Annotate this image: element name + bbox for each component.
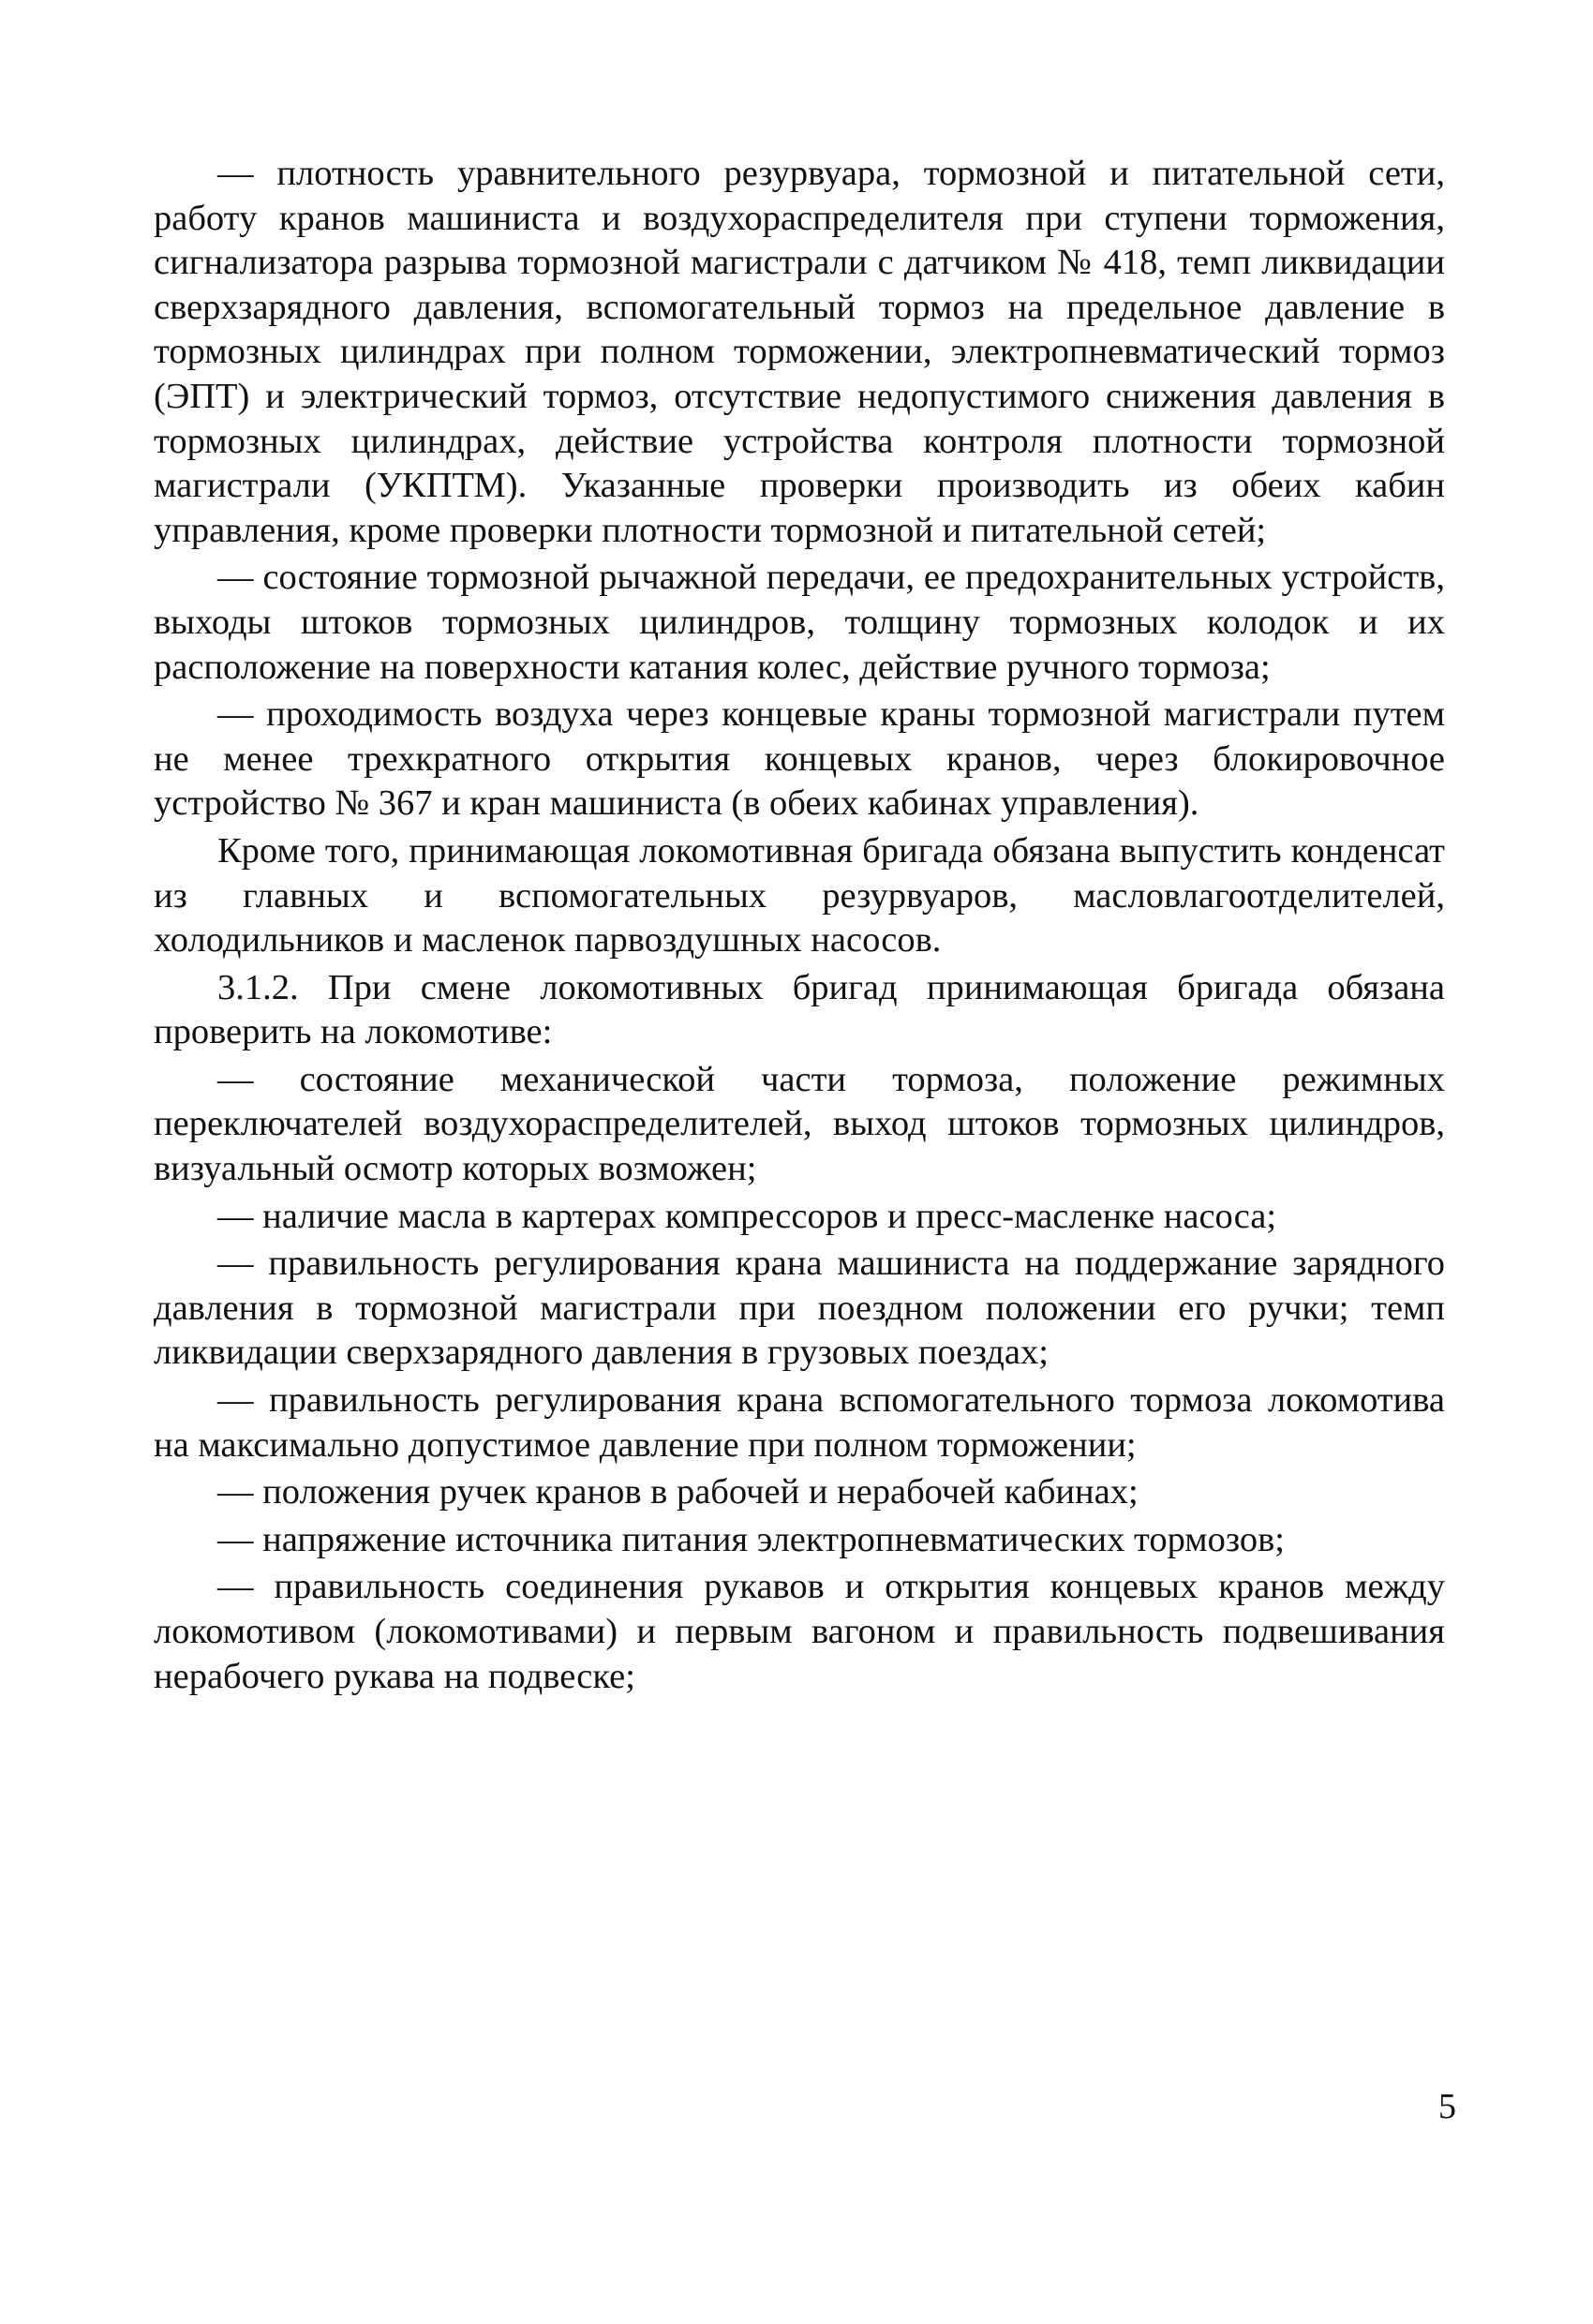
- paragraph-lever-transmission: — состояние тормозной рычажной передачи, ее предохранительных устройств, выходы штоков тормозных цилиндров, толщину тормозных колодок и их расположение на поверхности катания колес, действие ручного тормоза;: [154, 558, 1445, 687]
- body-text: [154, 152, 1445, 1702]
- paragraph-driver-valve-regulation: — правильность регулирования крана машиниста на поддержание зарядного давления в тормозной магистрали при поездном положении его ручки; темп ликвидации сверхзарядного давления в грузовых поездах;: [154, 1244, 1445, 1373]
- paragraph-section-3-1-2: 3.1.2. При смене локомотивных бригад принимающая бригада обязана проверить на локомотиве:: [154, 967, 1445, 1052]
- paragraph-mechanical-part: — состояние механической части тормоза, положение режимных переключателей воздухораспределителей, выход штоков тормозных цилиндров, визуальный осмотр которых возможен;: [154, 1059, 1445, 1189]
- paragraph-auxiliary-brake-valve: — правильность регулирования крана вспомогательного тормоза локомотива на максимально допустимое давление при полном торможении;: [154, 1380, 1445, 1465]
- paragraph-power-voltage: — напряжение источника питания электропневматических тормозов;: [217, 1519, 1285, 1559]
- paragraph-oil-level: — наличие масла в картерах компрессоров и пресс-масленке насоса;: [217, 1196, 1277, 1236]
- paragraph-hose-connection: — правильность соединения рукавов и открытия концевых кранов между локомотивом (локомотивами) и первым вагоном и правильность подвешивания нерабочего рукава на подвеске;: [154, 1567, 1445, 1696]
- paragraph-condensate: Кроме того, принимающая локомотивная бригада обязана выпустить конденсат из главных и вспомогательных резурвуаров, масловлагоотделителей, холодильников и масленок парвоздушных насосов.: [154, 830, 1445, 961]
- page-number: 5: [1438, 2087, 1456, 2126]
- paragraph-air-passage: — проходимость воздуха через концевые краны тормозной магистрали путем не менее трехкратного открытия концевых кранов, через блокировочное устройство № 367 и кран машиниста (в обеих кабинах управления).: [154, 694, 1445, 824]
- paragraph-brake-network-check: — плотность уравнительного резурвуара, тормозной и питательной сети, работу кранов машиниста и воздухораспределителя при ступени торможения, сигнализатора разрыва тормозной магистрали с датчиком № 418, темп ликвидации сверхзарядного давления, вспомогательный тормоз на предельное давление в тормозных цилиндрах при полном торможении, электропневматический тормоз (ЭПТ) и электрический тормоз, отсутствие недопустимого снижения давления в тормозных цилиндрах, действие устройства контроля плотности тормозной магистрали (УКПТМ). Указанные проверки производить из обеих кабин управления, кроме проверки плотности тормозной и питательной сетей;: [154, 154, 1445, 550]
- paragraph-valve-handles: — положения ручек кранов в рабочей и нерабочей кабинах;: [217, 1472, 1139, 1512]
